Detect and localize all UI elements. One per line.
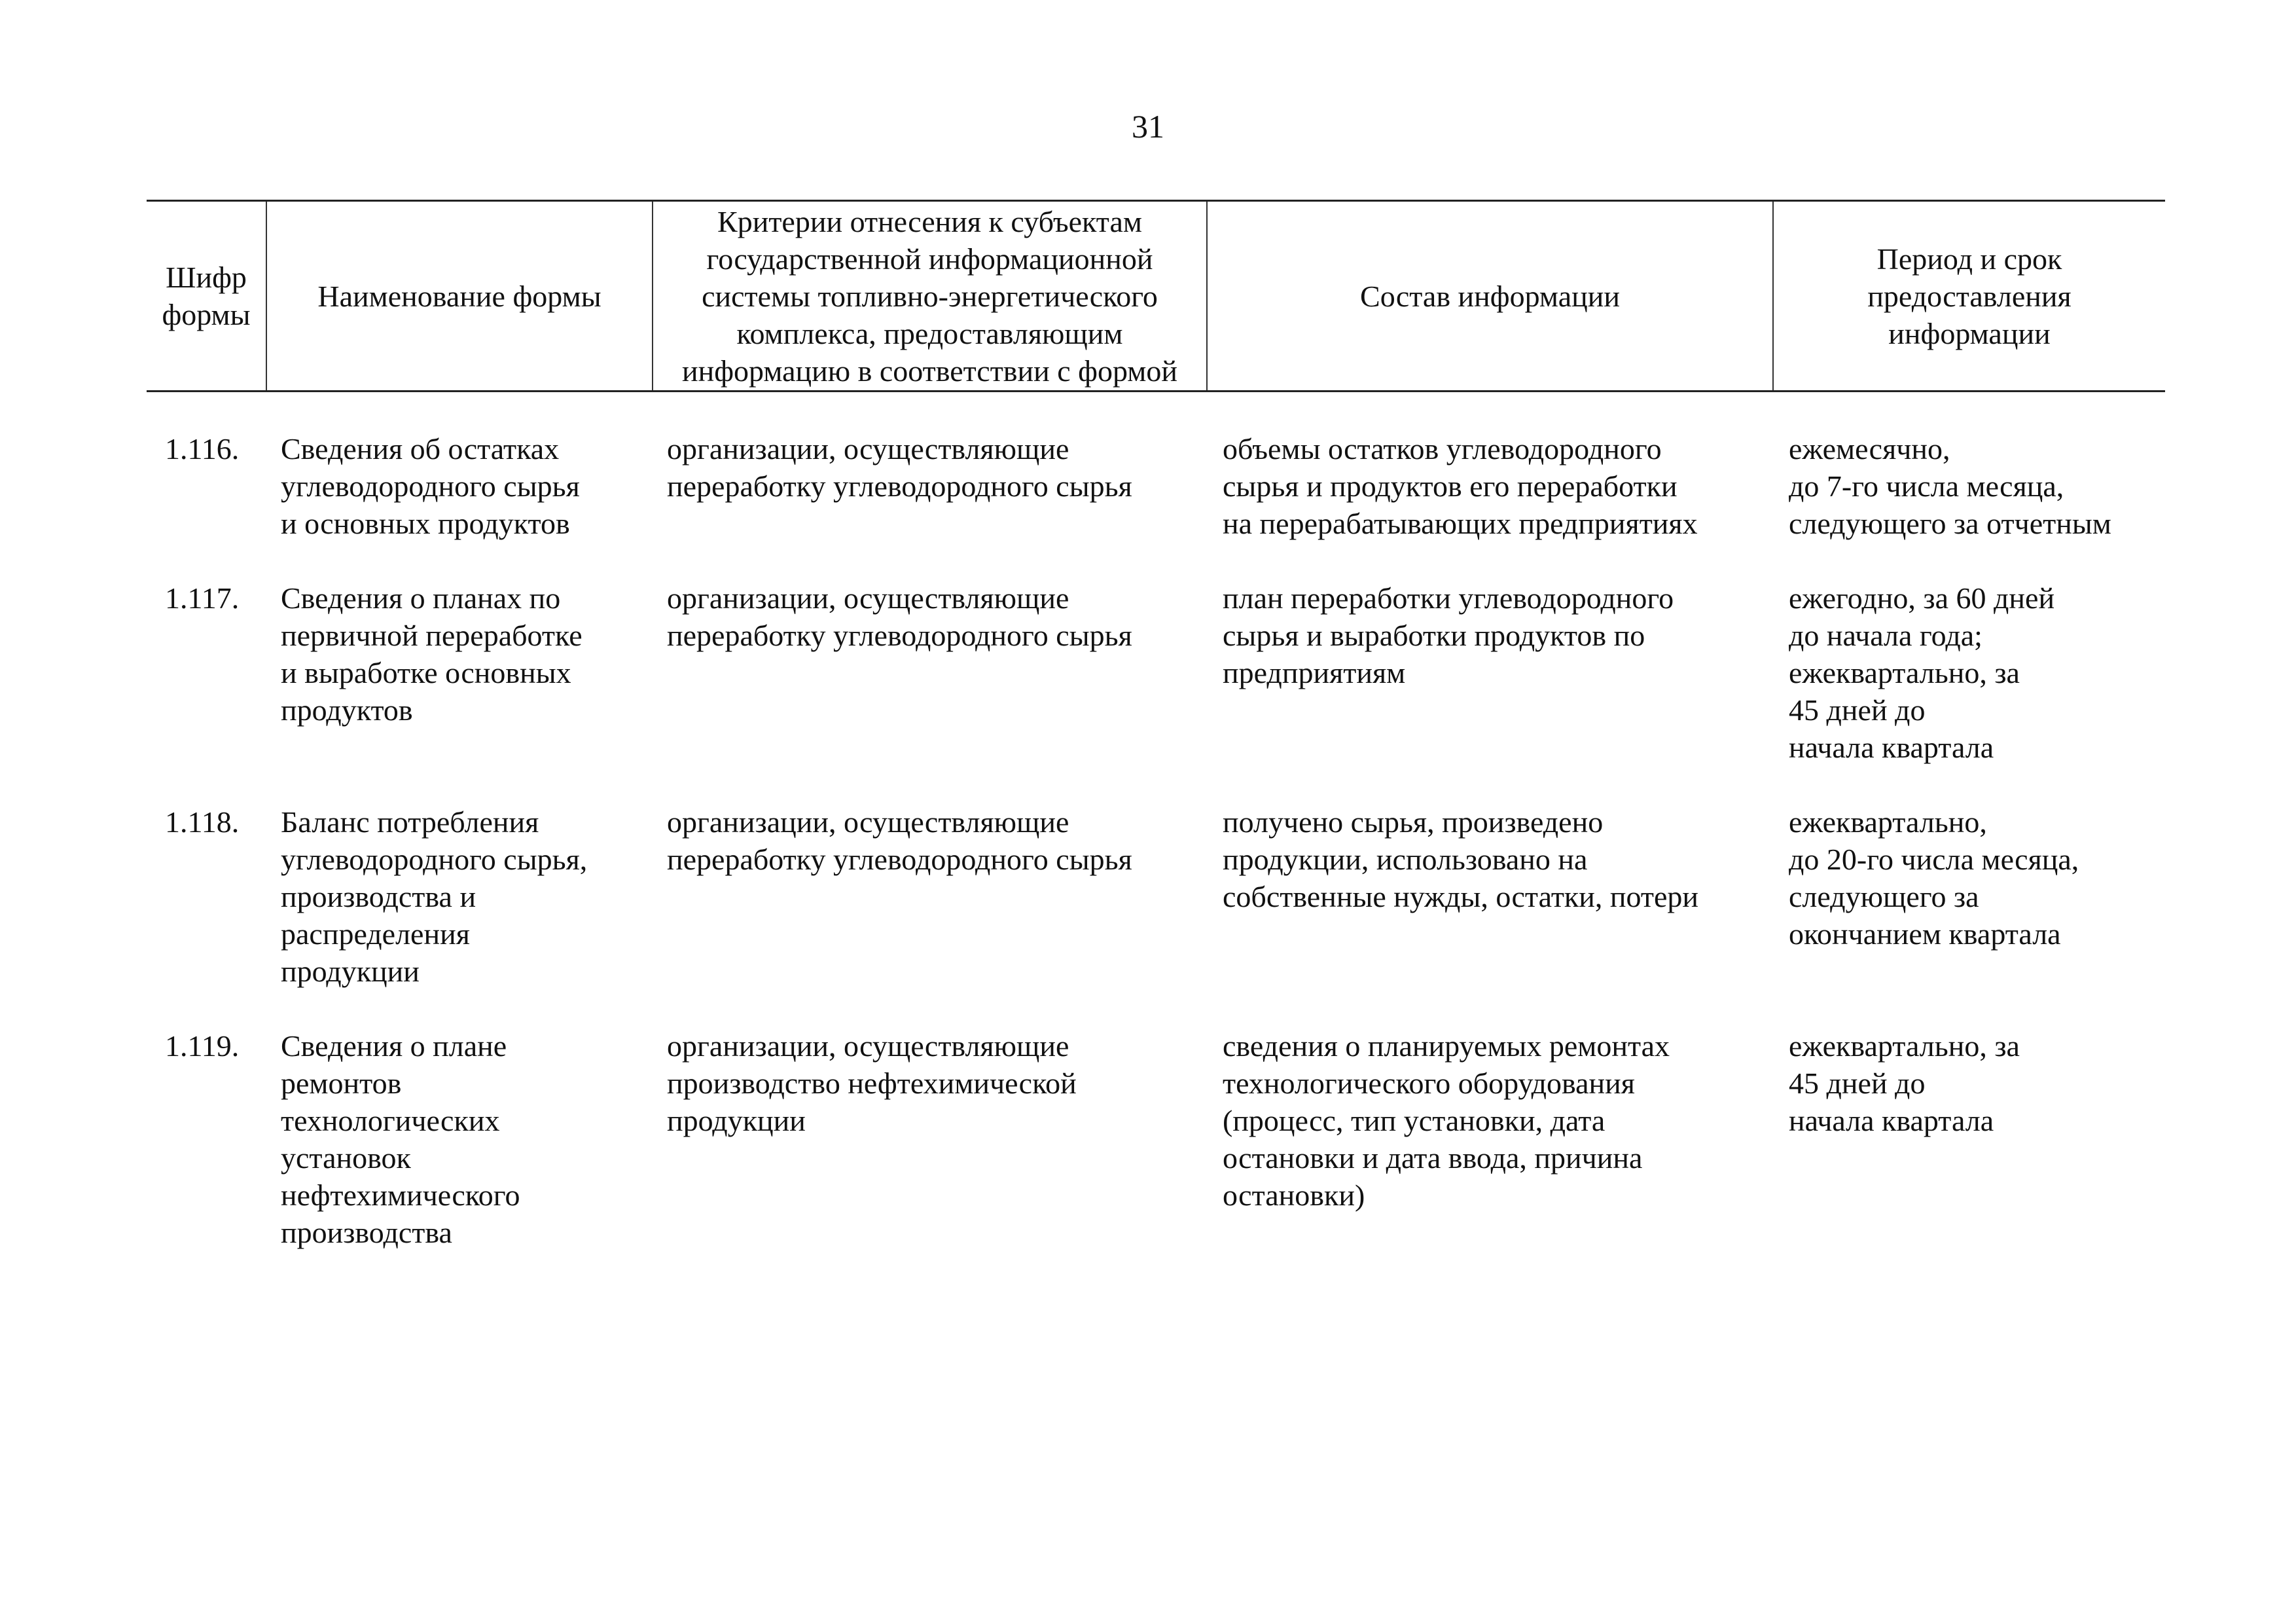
table-row bbox=[147, 803, 2165, 990]
row-content: получено сырья, произведено продукции, использовано на собственные нужды, остатки, потери bbox=[1223, 805, 1699, 913]
header-row bbox=[147, 201, 2165, 392]
table-header bbox=[147, 201, 2165, 392]
row-gap bbox=[147, 542, 2165, 579]
row-period: ежеквартально, до 20-го числа месяца, следующего за окончанием квартала bbox=[1789, 805, 2079, 951]
row-code: 1.119. bbox=[165, 1029, 240, 1063]
row-content: план переработки углеводородного сырья и выработки продуктов по предприятиям bbox=[1223, 581, 1674, 689]
row-criteria: организации, осуществляющие производство нефтехимической продукции bbox=[667, 1029, 1077, 1137]
row-code: 1.118. bbox=[165, 805, 240, 839]
header-name: Наименование формы bbox=[266, 201, 653, 392]
header-content: Состав информации bbox=[1207, 201, 1773, 392]
row-content: объемы остатков углеводородного сырья и продуктов его переработки на перерабатывающих предприятиях bbox=[1223, 432, 1698, 540]
row-criteria: организации, осуществляющие переработку углеводородного сырья bbox=[667, 581, 1132, 652]
table-row bbox=[147, 1027, 2165, 1251]
table-row bbox=[147, 430, 2165, 542]
forms-table bbox=[147, 200, 2165, 1251]
row-criteria: организации, осуществляющие переработку углеводородного сырья bbox=[667, 805, 1132, 876]
forms-table-container bbox=[147, 200, 2165, 1251]
row-name: Сведения об остатках углеводородного сырья и основных продуктов bbox=[281, 432, 580, 540]
row-period: ежеквартально, за 45 дней до начала квартала bbox=[1789, 1029, 2020, 1137]
row-period: ежемесячно, до 7-го числа месяца, следующего за отчетным bbox=[1789, 432, 2111, 540]
row-content: сведения о планируемых ремонтах технологического оборудования (процесс, тип установки, дата остановки и дата ввода, причина остановки) bbox=[1223, 1029, 1670, 1212]
row-period: ежегодно, за 60 дней до начала года; ежеквартально, за 45 дней до начала квартала bbox=[1789, 581, 2055, 764]
row-name: Баланс потребления углеводородного сырья, производства и распределения продукции bbox=[281, 805, 588, 988]
header-criteria: Критерии отнесения к субъектам государственной информационной системы топливно-энергетического комплекса, предоставляющим информацию в соответствии с формой bbox=[653, 201, 1207, 392]
page-number: 31 bbox=[1132, 108, 1164, 145]
table-body bbox=[147, 392, 2165, 1252]
row-criteria: организации, осуществляющие переработку углеводородного сырья bbox=[667, 432, 1132, 503]
row-name: Сведения о планах по первичной переработке и выработке основных продуктов bbox=[281, 581, 583, 727]
header-period: Период и срок предоставления информации bbox=[1773, 201, 2165, 392]
row-gap bbox=[147, 766, 2165, 803]
row-name: Сведения о плане ремонтов технологических установок нефтехимического производства bbox=[281, 1029, 520, 1249]
table-row bbox=[147, 579, 2165, 766]
header-spacer bbox=[147, 392, 2165, 431]
row-code: 1.117. bbox=[165, 581, 240, 615]
row-gap bbox=[147, 990, 2165, 1027]
row-code: 1.116. bbox=[165, 432, 240, 465]
header-code: Шифр формы bbox=[147, 201, 266, 392]
